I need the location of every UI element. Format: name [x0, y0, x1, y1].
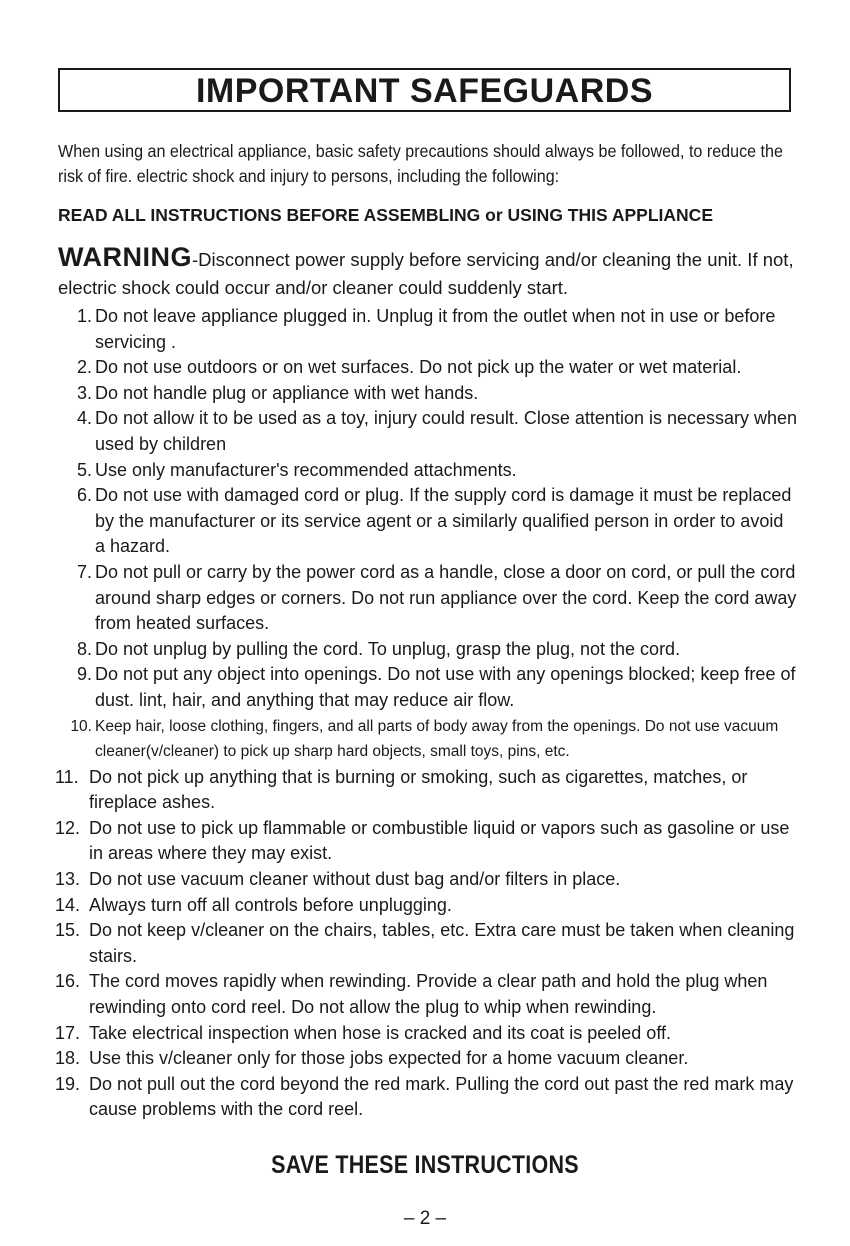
list-item: [55, 816, 798, 867]
item-text: Do not use with damaged cord or plug. If the supply cord is damage it must be replaced by the manufacturer or its service agent or a similarly qualified person in order to avoid a hazard.: [95, 485, 792, 557]
item-text: Do not unplug by pulling the cord. To unplug, grasp the plug, not the cord.: [95, 638, 681, 659]
list-item: [55, 893, 798, 919]
list-item: [55, 918, 798, 969]
item-number: 19.: [55, 1073, 81, 1094]
item-number: 6.: [76, 485, 92, 506]
save-instructions-heading: SAVE THESE INSTRUCTIONS: [271, 1151, 579, 1179]
item-number: 3.: [76, 382, 92, 403]
item-text: Keep hair, loose clothing, fingers, and all parts of body away from the openings. Do not use vacuum cleaner(v/cleaner) to pick up sharp hard objects, small toys, pins, etc.: [95, 717, 779, 761]
item-text: Do not keep v/cleaner on the chairs, tables, etc. Extra care must be taken when cleaning stairs.: [89, 920, 795, 966]
list-item: [58, 637, 798, 663]
list-item: [55, 765, 798, 816]
item-text: Do not pull or carry by the power cord as a handle, close a door on cord, or pull the cord around sharp edges or corners. Do not run appliance over the cord. Keep the cord away from heated surfaces.: [95, 561, 797, 634]
safeguards-list: [55, 304, 798, 1123]
item-number: 4.: [76, 408, 92, 429]
item-number: 10.: [70, 717, 92, 735]
warning-paragraph: [58, 243, 798, 302]
item-number: 8.: [76, 638, 92, 659]
item-number: 16.: [55, 971, 81, 992]
item-text: Do not allow it to be used as a toy, injury could result. Close attention is necessary when used by children: [95, 408, 798, 454]
list-item: [58, 381, 798, 407]
item-text: Do not use vacuum cleaner without dust bag and/or filters in place.: [89, 869, 621, 890]
item-number: 14.: [55, 894, 81, 915]
list-item: [58, 560, 798, 637]
list-item: [58, 662, 798, 713]
item-text: Do not handle plug or appliance with wet hands.: [95, 382, 479, 403]
item-number: 15.: [55, 920, 81, 941]
item-text: Always turn off all controls before unplugging.: [89, 894, 452, 915]
item-number: 11.: [55, 766, 79, 787]
item-text: Do not leave appliance plugged in. Unplug it from the outlet when not in use or before servicing .: [95, 306, 776, 352]
title-box: [58, 68, 791, 112]
intro-paragraph: When using an electrical appliance, basic safety precautions should always be followed, to reduce the risk of fire. electric shock and injury to persons, including the following:: [58, 141, 783, 186]
warning-label: WARNING: [58, 242, 192, 272]
list-item: [58, 483, 798, 560]
item-text: The cord moves rapidly when rewinding. Provide a clear path and hold the plug when rewinding onto cord reel. Do not allow the plug to whip when rewinding.: [89, 971, 768, 1018]
list-item: [58, 304, 798, 355]
list-item: [58, 406, 798, 457]
list-item: [58, 714, 798, 765]
item-text: Do not pick up anything that is burning or smoking, such as cigarettes, matches, or fireplace ashes.: [89, 766, 748, 813]
item-number: 17.: [55, 1022, 81, 1043]
list-item: [58, 355, 798, 381]
item-number: 2.: [76, 357, 92, 378]
page-number: – 2 –: [403, 1208, 447, 1229]
list-item: [55, 1072, 798, 1123]
read-all-heading: READ ALL INSTRUCTIONS BEFORE ASSEMBLING or USING THIS APPLIANCE: [58, 205, 713, 225]
item-number: 5.: [76, 459, 92, 480]
page-title: IMPORTANT SAFEGUARDS: [195, 72, 654, 110]
item-text: Use this v/cleaner only for those jobs expected for a home vacuum cleaner.: [89, 1048, 689, 1069]
list-item: [55, 867, 798, 893]
item-text: Use only manufacturer's recommended attachments.: [95, 459, 517, 480]
item-number: 7.: [76, 561, 92, 582]
item-text: Do not use outdoors or on wet surfaces. Do not pick up the water or wet material.: [95, 357, 742, 378]
item-text: Do not use to pick up flammable or combustible liquid or vapors such as gasoline or use in areas where they may exist.: [89, 817, 790, 864]
list-item: [55, 969, 798, 1020]
item-number: 1.: [76, 306, 92, 326]
item-number: 13.: [55, 869, 81, 890]
list-item: [55, 1046, 798, 1072]
item-number: 18.: [55, 1048, 81, 1069]
list-item: [55, 1021, 798, 1047]
item-text: Do not pull out the cord beyond the red mark. Pulling the cord out past the red mark may cause problems with the cord reel.: [89, 1073, 794, 1120]
list-item: [58, 458, 798, 484]
item-text: Take electrical inspection when hose is cracked and its coat is peeled off.: [89, 1022, 671, 1043]
item-number: 12.: [55, 817, 81, 838]
item-number: 9.: [76, 664, 92, 685]
warning-text: -Disconnect power supply before servicing and/or cleaning the unit. If not, electric shock could occur and/or cleaner could suddenly start.: [58, 249, 794, 298]
item-text: Do not put any object into openings. Do not use with any openings blocked; keep free of dust. lint, hair, and anything that may reduce air flow.: [95, 664, 796, 710]
